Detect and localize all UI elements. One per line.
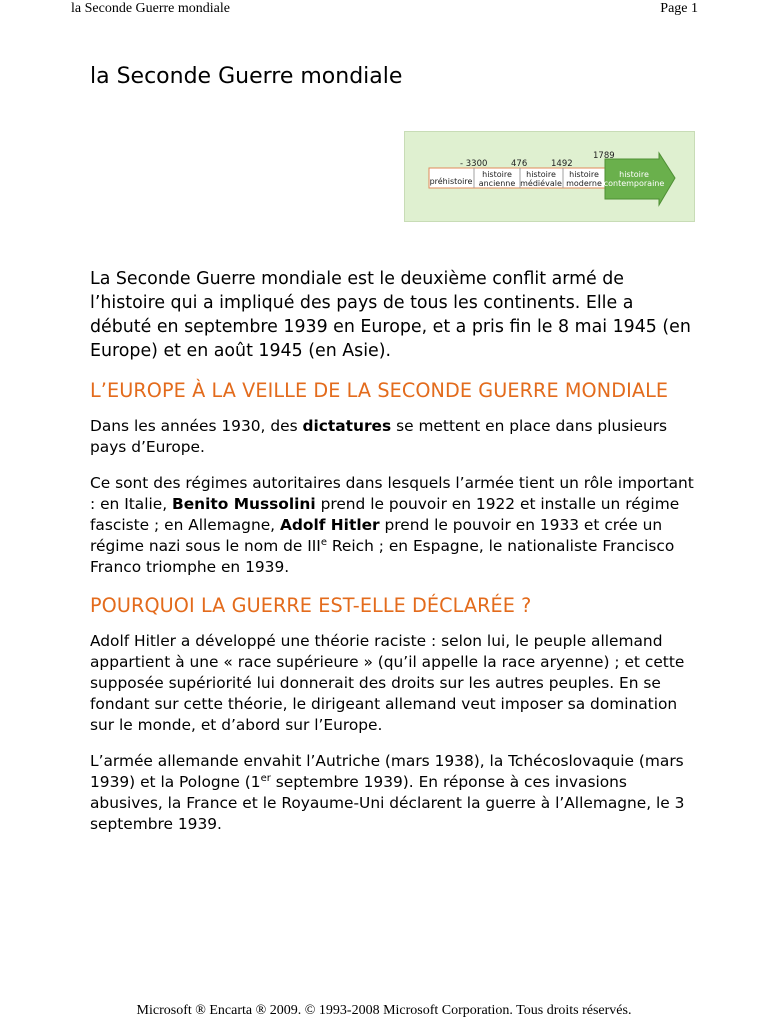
period-label: préhistoire — [429, 177, 473, 186]
bold-term: Adolf Hitler — [279, 516, 380, 534]
period-label-active: contemporaine — [603, 179, 665, 188]
running-header-title: la Seconde Guerre mondiale — [71, 1, 230, 16]
year-label: 1789 — [593, 151, 615, 161]
page-number: Page 1 — [660, 1, 698, 16]
page-title: la Seconde Guerre mondiale — [90, 64, 403, 89]
paragraph: Dans les années 1930, des dictatures se mettent en place dans plusieurs pays d’Europe. — [90, 417, 668, 456]
section-heading: POURQUOI LA GUERRE EST-ELLE DÉCLARÉE ? — [90, 594, 532, 617]
history-timeline-figure — [404, 131, 695, 222]
copyright-footer: Microsoft ® Encarta ® 2009. © 1993-2008 Microsoft Corporation. Tous droits réservés. — [136, 1003, 632, 1018]
paragraph: Ce sont des régimes autoritaires dans lesquels l’armée tient un rôle important : en Italie, Benito Mussolini prend le pouvoir en 1922 et installe un régime fasciste ; en Allemagne, Adolf Hitler prend le pouvoir en 1933 et crée un régime nazi sous le nom de IIIe Reich ; en Espagne, le nationaliste Francisco Franco triomphe en 1939. — [90, 474, 694, 576]
intro-paragraph: La Seconde Guerre mondiale est le deuxième conflit armé de l’histoire qui a impliqué des pays de tous les continents. Elle a débuté en septembre 1939 en Europe, et a pris fin le 8 mai 1945 (en Europe) et en août 1945 (en Asie). — [90, 269, 691, 361]
bold-term: dictatures — [302, 417, 392, 435]
paragraph: Adolf Hitler a développé une théorie raciste : selon lui, le peuple allemand appartient à une « race supérieure » (qu’il appelle la race aryenne) ; et cette supposée supériorité lui donnerait des droits sur les autres peuples. En se fondant sur cette théorie, le dirigeant allemand veut imposer sa domination sur le monde, et d’abord sur l’Europe. — [90, 632, 685, 734]
year-label: - 3300 — [460, 159, 488, 169]
paragraph: L’armée allemande envahit l’Autriche (mars 1938), la Tchécoslovaquie (mars 1939) et la Pologne (1er septembre 1939). En réponse à ces invasions abusives, la France et le Royaume-Uni déclarent la guerre à l’Allemagne, le 3 septembre 1939. — [90, 752, 685, 833]
bold-term: Benito Mussolini — [172, 495, 316, 513]
period-label: histoire — [569, 170, 599, 179]
period-label: ancienne — [478, 179, 516, 188]
article-body — [90, 267, 700, 850]
period-label: moderne — [566, 179, 602, 188]
period-label-active: histoire — [619, 170, 649, 179]
section-heading: L’EUROPE À LA VEILLE DE LA SECONDE GUERRE MONDIALE — [90, 379, 669, 402]
period-label: médiévale — [520, 179, 562, 188]
period-label: histoire — [526, 170, 556, 179]
period-label: histoire — [482, 170, 512, 179]
year-label: 1492 — [551, 159, 573, 169]
year-label: 476 — [511, 159, 528, 169]
